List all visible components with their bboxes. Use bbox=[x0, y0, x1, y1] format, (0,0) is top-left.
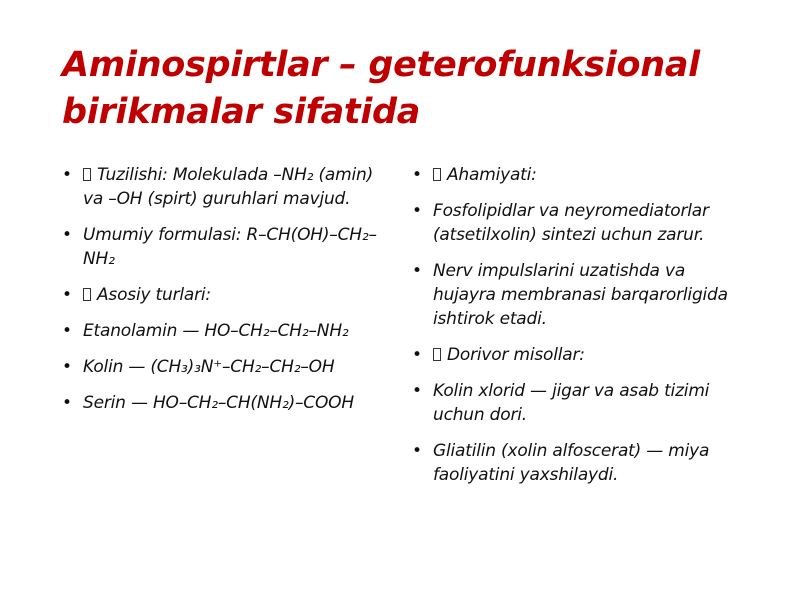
missing-glyph-icon bbox=[83, 288, 91, 301]
bullet-item bbox=[412, 259, 742, 331]
missing-glyph-icon bbox=[433, 168, 441, 181]
right-bullet-list bbox=[412, 163, 742, 499]
bullet-marker: • bbox=[412, 201, 422, 221]
bullet-text: Etanolamin — HO–CH₂–CH₂–NH₂ bbox=[83, 321, 349, 341]
bullet-item bbox=[412, 199, 742, 247]
bullet-marker: • bbox=[62, 225, 72, 245]
bullet-item bbox=[62, 355, 392, 379]
bullet-item bbox=[412, 379, 742, 427]
slide-title: Aminospirtlar – geterofunksional birikmalar sifatida bbox=[62, 45, 700, 132]
bullet-text: Fosfolipidlar va neyromediatorlar (atsetilxolin) sintezi uchun zarur. bbox=[433, 201, 709, 245]
bullet-marker: • bbox=[62, 321, 72, 341]
bullet-text: Gliatilin (xolin alfoscerat) — miya faoliyatini yaxshilaydi. bbox=[433, 441, 710, 485]
bullet-marker: • bbox=[412, 165, 422, 185]
bullet-item bbox=[62, 391, 392, 415]
bullet-text: Kolin — (CH₃)₃N⁺–CH₂–CH₂–OH bbox=[83, 357, 335, 377]
bullet-marker: • bbox=[412, 381, 422, 401]
bullet-marker: • bbox=[62, 285, 72, 305]
bullet-item bbox=[62, 223, 392, 271]
bullet-item bbox=[412, 439, 742, 487]
bullet-item bbox=[412, 343, 742, 367]
bullet-text: Ahamiyati: bbox=[447, 165, 537, 185]
bullet-item bbox=[62, 283, 392, 307]
bullet-text: Nerv impulslarini uzatishda va hujayra membranasi barqarorligida ishtirok etadi. bbox=[433, 261, 728, 329]
bullet-item bbox=[62, 163, 392, 211]
bullet-marker: • bbox=[412, 441, 422, 461]
bullet-marker: • bbox=[62, 165, 72, 185]
bullet-marker: • bbox=[412, 261, 422, 281]
bullet-text: Kolin xlorid — jigar va asab tizimi uchun dori. bbox=[433, 381, 710, 425]
bullet-marker: • bbox=[412, 345, 422, 365]
missing-glyph-icon bbox=[433, 348, 441, 361]
bullet-text: Umumiy formulasi: R–CH(OH)–CH₂–NH₂ bbox=[83, 225, 377, 269]
left-bullet-list bbox=[62, 163, 392, 427]
bullet-text: Tuzilishi: Molekulada –NH₂ (amin) va –OH (spirt) guruhlari mavjud. bbox=[83, 165, 374, 209]
bullet-marker: • bbox=[62, 393, 72, 413]
bullet-text: Dorivor misollar: bbox=[447, 345, 585, 365]
bullet-marker: • bbox=[62, 357, 72, 377]
missing-glyph-icon bbox=[83, 168, 91, 181]
bullet-item bbox=[412, 163, 742, 187]
bullet-item bbox=[62, 319, 392, 343]
bullet-text: Asosiy turlari: bbox=[97, 285, 211, 305]
bullet-text: Serin — HO–CH₂–CH(NH₂)–COOH bbox=[83, 393, 354, 413]
